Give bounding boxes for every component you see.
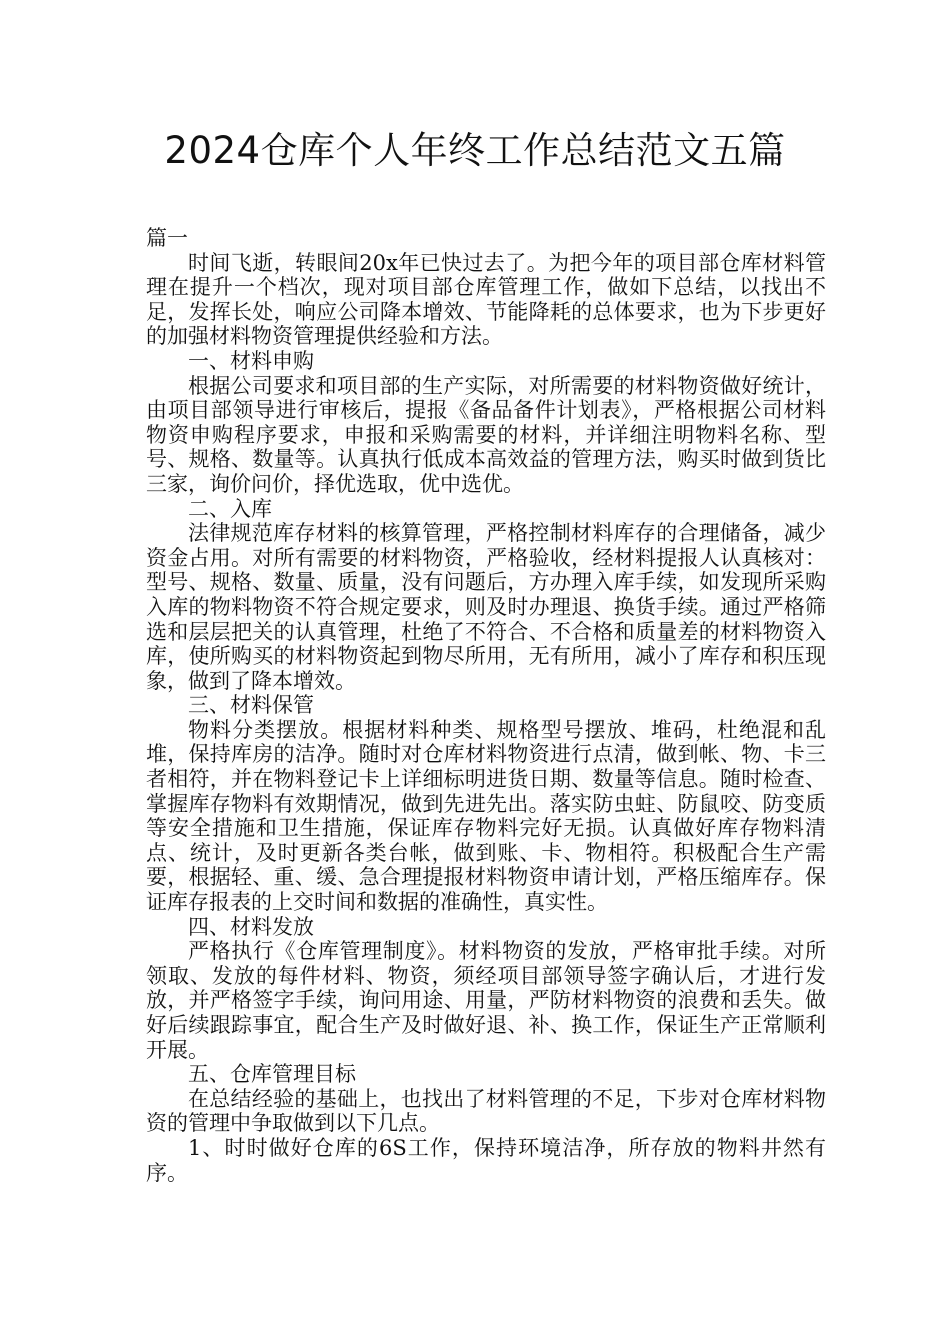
paragraph-warehousing: 法律规范库存材料的核算管理，严格控制材料库存的合理储备，减少资金占用。对所有需要的材料物资，严格验收，经材料提报人认真核对：型号、规格、数量、质量，没有问题后，方办理入库手续，如发现所采购入库的物料物资不符合规定要求，则及时办理退、换货手续。通过严格筛选和层层把关的认真管理，杜绝了不符合、不合格和质量差的材料物资入库，使所购买的材料物资起到物尽所用，无有所用，减小了库存和积压现象，做到了降本增效。 <box>146 521 826 693</box>
paragraph-material-purchase: 根据公司要求和项目部的生产实际，对所需要的材料物资做好统计，由项目部领导进行审核后，提报《备品备件计划表》，严格根据公司材料物资申购程序要求，申报和采购需要的材料，并详细注明物料名称、型号、规格、数量等。认真执行低成本高效益的管理方法，购买时做到货比三家，询价问价，择优选取，优中选优。 <box>146 373 826 496</box>
section-label: 篇一 <box>146 226 188 250</box>
paragraph-material-storage: 物料分类摆放。根据材料种类、规格型号摆放、堆码，杜绝混和乱堆，保持库房的洁净。随时对仓库材料物资进行点清，做到帐、物、卡三者相符，并在物料登记卡上详细标明进货日期、数量等信息。随时检查、掌握库存物料有效期情况，做到先进先出。落实防虫蛀、防鼠咬、防变质等安全措施和卫生措施，保证库存物料完好无损。认真做好库存物料清点、统计，及时更新各类台帐，做到账、卡、物相符。积极配合生产需要，根据轻、重、缓、急合理提报材料物资申请计划，严格压缩库存。保证库存报表的上交时间和数据的准确性，真实性。 <box>146 717 826 915</box>
heading-management-goals: 五、仓库管理目标 <box>188 1062 356 1087</box>
heading-material-purchase: 一、材料申购 <box>188 348 314 373</box>
intro-paragraph: 时间飞逝，转眼间20x年已快过去了。为把今年的项目部仓库材料管理在提升一个档次，现对项目部仓库管理工作，做如下总结，以找出不足，发挥长处，响应公司降本增效、节能降耗的总体要求，也为下步更好的加强材料物资管理提供经验和方法。 <box>146 250 826 349</box>
heading-warehousing: 二、入库 <box>188 496 272 521</box>
goal-item-1: 1、时时做好仓库的6S工作，保持环境洁净，所存放的物料井然有序。 <box>146 1135 826 1185</box>
document-title: 2024仓库个人年终工作总结范文五篇 <box>164 129 786 172</box>
document-body <box>146 226 826 1185</box>
heading-material-storage: 三、材料保管 <box>188 693 314 718</box>
paragraph-material-issue: 严格执行《仓库管理制度》。材料物资的发放，严格审批手续。对所领取、发放的每件材料、物资，须经项目部领导签字确认后，才进行发放，并严格签字手续，询问用途、用量，严防材料物资的浪费和丢失。做好后续跟踪事宜，配合生产及时做好退、补、换工作，保证生产正常顺利开展。 <box>146 939 826 1062</box>
paragraph-management-goals: 在总结经验的基础上，也找出了材料管理的不足，下步对仓库材料物资的管理中争取做到以下几点。 <box>146 1086 826 1136</box>
heading-material-issue: 四、材料发放 <box>188 914 314 939</box>
